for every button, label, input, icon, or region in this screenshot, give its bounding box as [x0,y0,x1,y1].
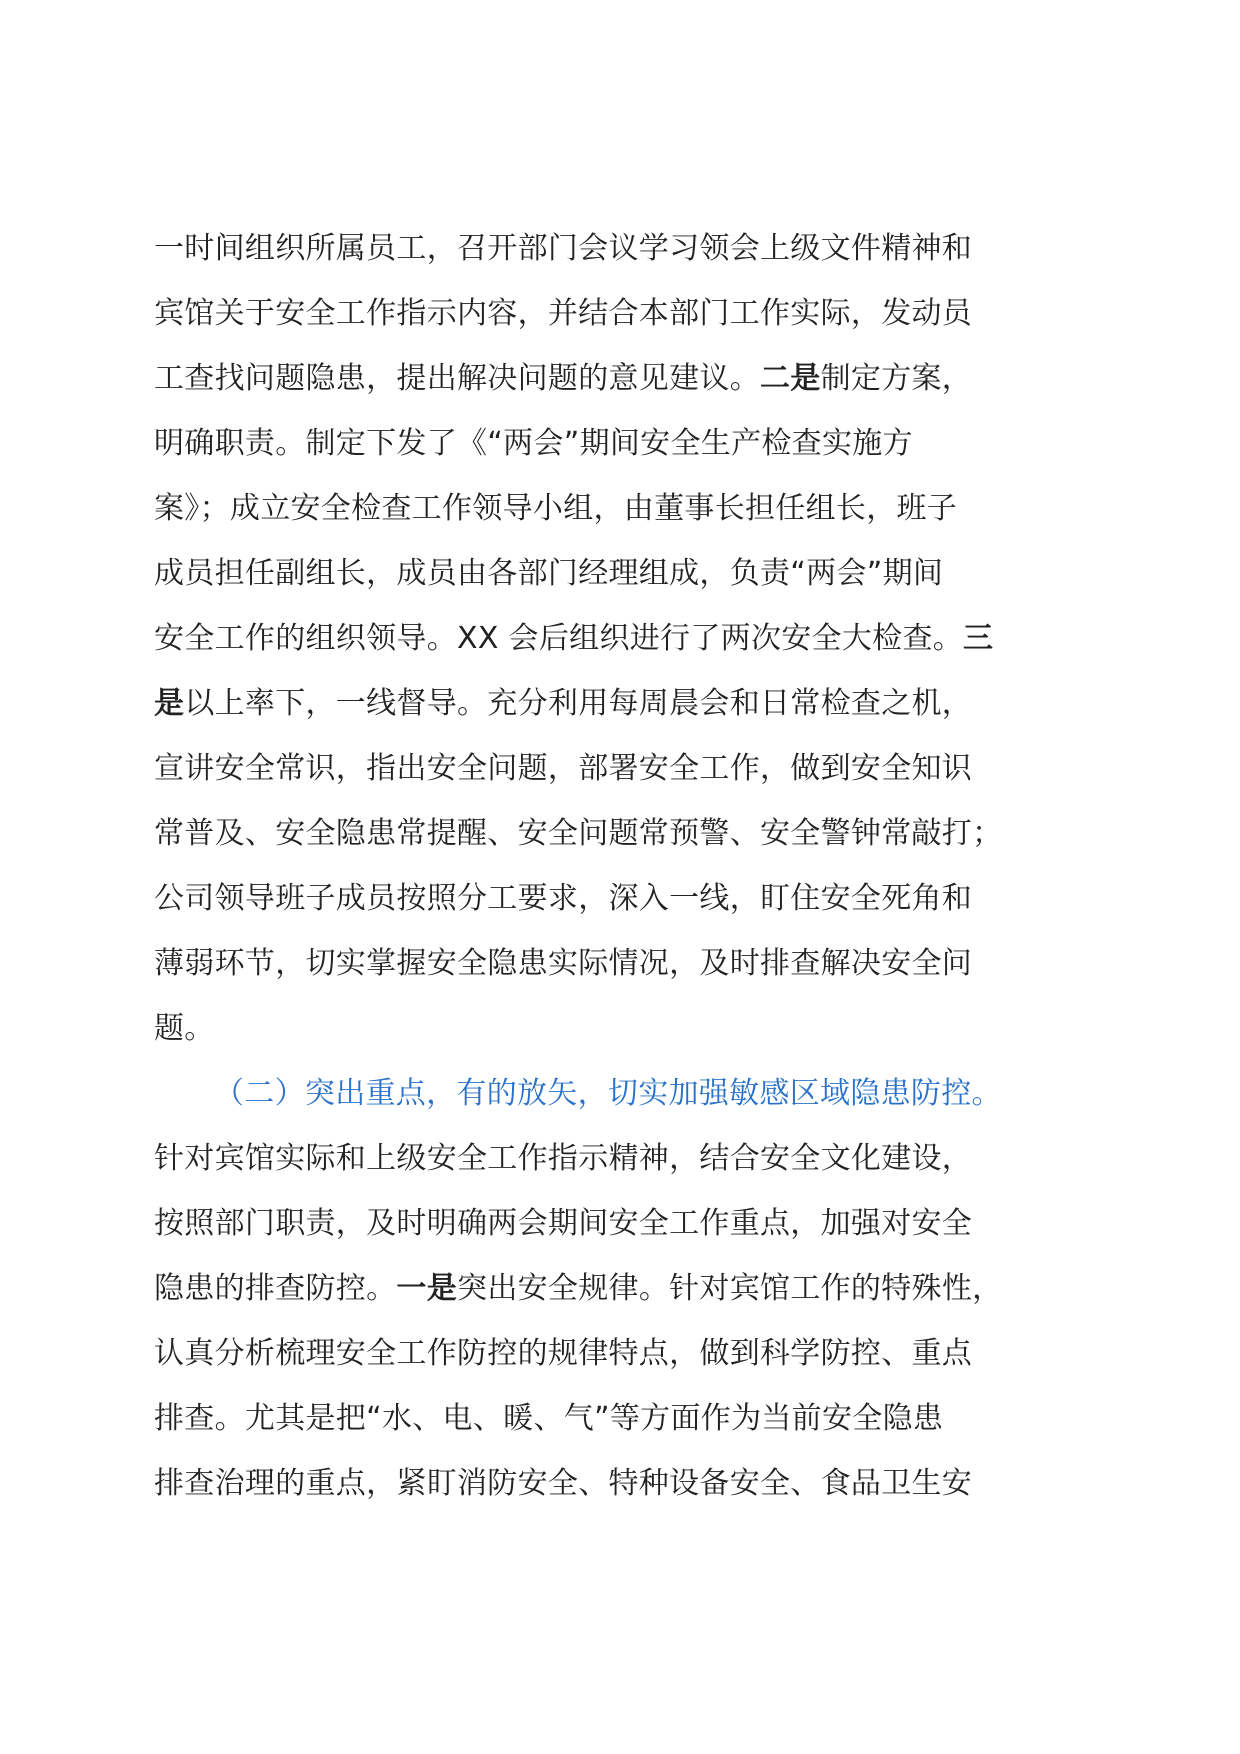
text-segment: 突出安全规律。针对宾馆工作的特殊性， [457,1271,1003,1306]
bold-keyword: 二是 [760,361,821,396]
text-segment: 宾馆关于安全工作指示内容，并结合本部门工作实际，发动员 [154,296,973,331]
paragraph-line [154,411,1094,476]
text-segment: 按照部门职责，及时明确两会期间安全工作重点，加强对安全 [154,1206,973,1241]
text-segment: 针对宾馆实际和上级安全工作指示精神，结合安全文化建设， [154,1141,973,1176]
body-text [154,216,1094,1516]
paragraph-line [154,346,1094,411]
text-segment: 认真分析梳理安全工作防控的规律特点，做到科学防控、重点 [154,1336,973,1371]
text-segment: 明确职责。制定下发了《“两会”期间安全生产检查实施方 [154,426,913,461]
text-segment: 公司领导班子成员按照分工要求，深入一线，盯住安全死角和 [154,881,973,916]
paragraph-line [154,736,1094,801]
text-segment: 隐患的排查防控。 [154,1271,397,1306]
text-segment: 常普及、安全隐患常提醒、安全问题常预警、安全警钟常敲打； [154,816,1003,851]
text-segment: 成员担任副组长，成员由各部门经理组成，负责“两会”期间 [154,556,944,591]
text-segment: 制定方案， [820,361,973,396]
paragraph-line [154,216,1094,281]
paragraph-line [154,1256,1094,1321]
paragraph-line [154,476,1094,541]
text-segment: 案》；成立安全检查工作领导小组，由董事长担任组长，班子 [154,491,958,526]
paragraph-line [154,931,1094,996]
text-segment: 排查治理的重点，紧盯消防安全、特种设备安全、食品卫生安 [154,1466,973,1501]
bold-keyword: 三 [963,621,994,656]
text-segment: 一时间组织所属员工，召开部门会议学习领会上级文件精神和 [154,231,973,266]
paragraph-line [154,801,1094,866]
paragraph-line [154,606,1094,671]
paragraph-line [154,541,1094,606]
text-segment: 工查找问题隐患，提出解决问题的意见建议。 [154,361,760,396]
paragraph-line [154,1451,1094,1516]
paragraph-line [154,281,1094,346]
text-segment: 宣讲安全常识，指出安全问题，部署安全工作，做到安全知识 [154,751,973,786]
paragraph-line [154,1191,1094,1256]
paragraph-line [154,1321,1094,1386]
text-segment: 安全工作的组织领导。XX 会后组织进行了两次安全大检查。 [154,621,964,656]
bold-keyword: 一是 [396,1271,458,1306]
bold-keyword: 是 [154,686,185,721]
text-segment: 题。 [154,1011,215,1046]
section-heading: （二）突出重点，有的放矢，切实加强敏感区域隐患防控。 [214,1076,1002,1111]
paragraph-line [154,1386,1094,1451]
paragraph-line [154,1126,1094,1191]
paragraph-line [154,866,1094,931]
paragraph-line [154,996,1094,1061]
text-segment: 薄弱环节，切实掌握安全隐患实际情况，及时排查解决安全问 [154,946,973,981]
text-segment: 以上率下，一线督导。充分利用每周晨会和日常检查之机， [184,686,973,721]
section-heading-line [154,1061,1094,1126]
paragraph-line [154,671,1094,736]
text-segment: 排查。尤其是把“水、电、暖、气”等方面作为当前安全隐患 [154,1401,944,1436]
